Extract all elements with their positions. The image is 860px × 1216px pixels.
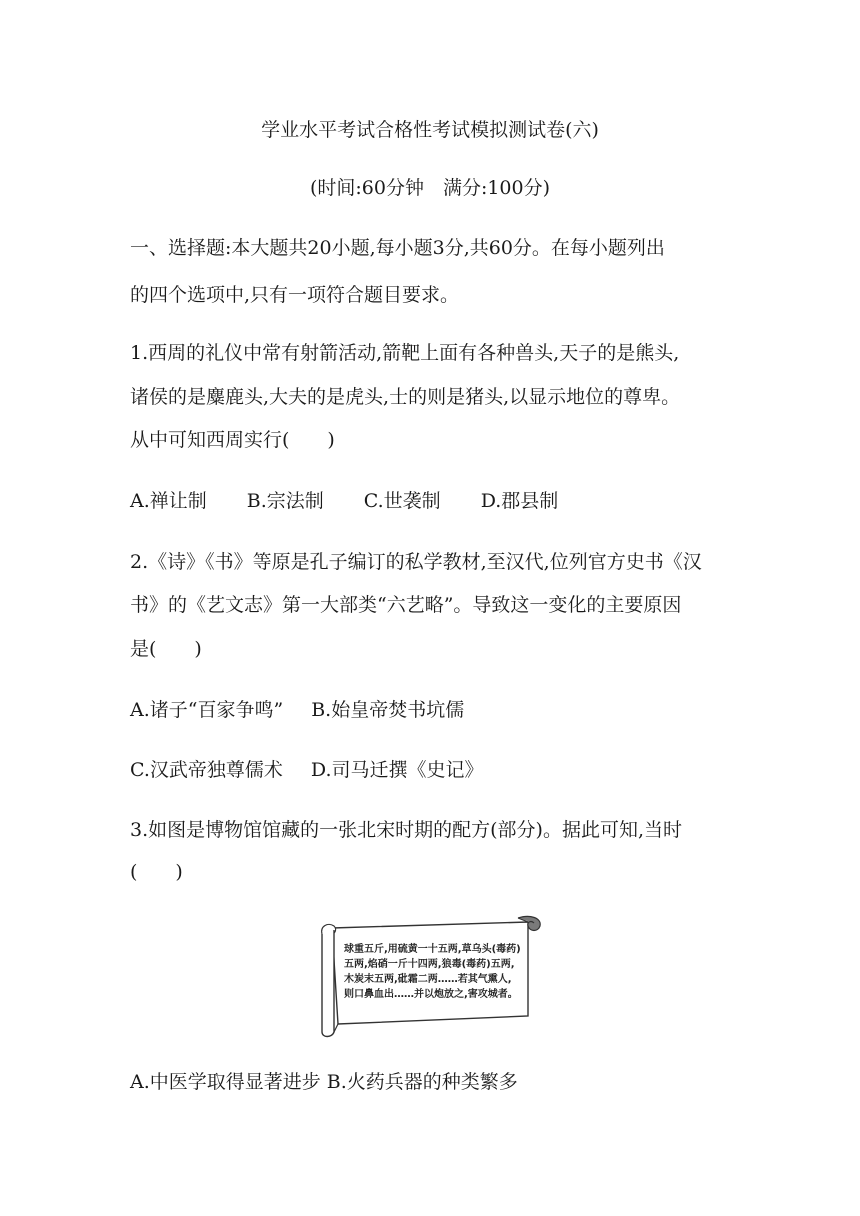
question-1-option-d[interactable]: D.郡县制 [480,490,559,512]
question-2-options-row-2 [130,758,750,782]
question-2-line-2: 书》的《艺文志》第一大部类“六艺略”。导致这一变化的主要原因 [130,594,682,616]
section-instruction-line-2: 的四个选项中,只有一项符合题目要求。 [130,284,460,306]
question-2-option-d[interactable]: D.司马迁撰《史记》 [310,759,484,781]
question-2-line-3: 是( ) [130,638,202,660]
scroll-text-line-2: 五两,焰硝一斤十四两,狼毒(毒药)五两, [344,959,515,970]
question-2-option-a[interactable]: A.诸子“百家争鸣” [130,699,284,721]
question-3-line-1: 3.如图是博物馆馆藏的一张北宋时期的配方(部分)。据此可知,当时 [130,819,682,841]
question-3-options-row-1 [130,1070,750,1094]
question-1-option-a[interactable]: A.禅让制 [130,490,207,512]
scroll-text-line-4: 则口鼻血出……并以炮放之,害攻城者。 [344,989,518,1000]
question-2-option-b[interactable]: B.始皇帝焚书坑儒 [311,699,465,721]
question-2-options-row-1 [130,698,750,722]
question-1-line-3: 从中可知西周实行( ) [130,429,335,451]
exam-info: (时间:60分钟 满分:100分) [309,177,551,199]
question-1-line-2: 诸侯的是麋鹿头,大夫的是虎头,士的则是猪头,以显示地位的尊卑。 [130,386,681,408]
question-3-line-2: ( ) [130,861,183,883]
question-3-option-a[interactable]: A.中医学取得显著进步 [130,1071,321,1093]
question-1-option-c[interactable]: C.世袭制 [363,490,441,512]
question-1-line-1: 1.西周的礼仪中常有射箭活动,箭靶上面有各种兽头,天子的是熊头, [130,342,680,364]
question-1-option-b[interactable]: B.宗法制 [246,490,324,512]
scroll-recipe-text [344,942,540,1002]
section-instruction-line-1: 一、选择题:本大题共20小题,每小题3分,共60分。在每小题列出 [130,237,665,259]
song-dynasty-recipe-scroll [318,912,544,1040]
question-1-options [130,489,750,513]
question-3-option-b[interactable]: B.火药兵器的种类繁多 [326,1071,518,1093]
page-title: 学业水平考试合格性考试模拟测试卷(六) [261,119,599,141]
question-2-line-1: 2.《诗》《书》等原是孔子编订的私学教材,至汉代,位列官方史书《汉 [130,551,702,573]
scroll-text-line-1: 球重五斤,用硫黄一十五两,草乌头(毒药) [344,944,521,955]
question-2-option-c[interactable]: C.汉武帝独尊儒术 [130,759,283,781]
scroll-text-line-3: 木炭末五两,砒霜二两……若其气熏人, [344,974,512,985]
